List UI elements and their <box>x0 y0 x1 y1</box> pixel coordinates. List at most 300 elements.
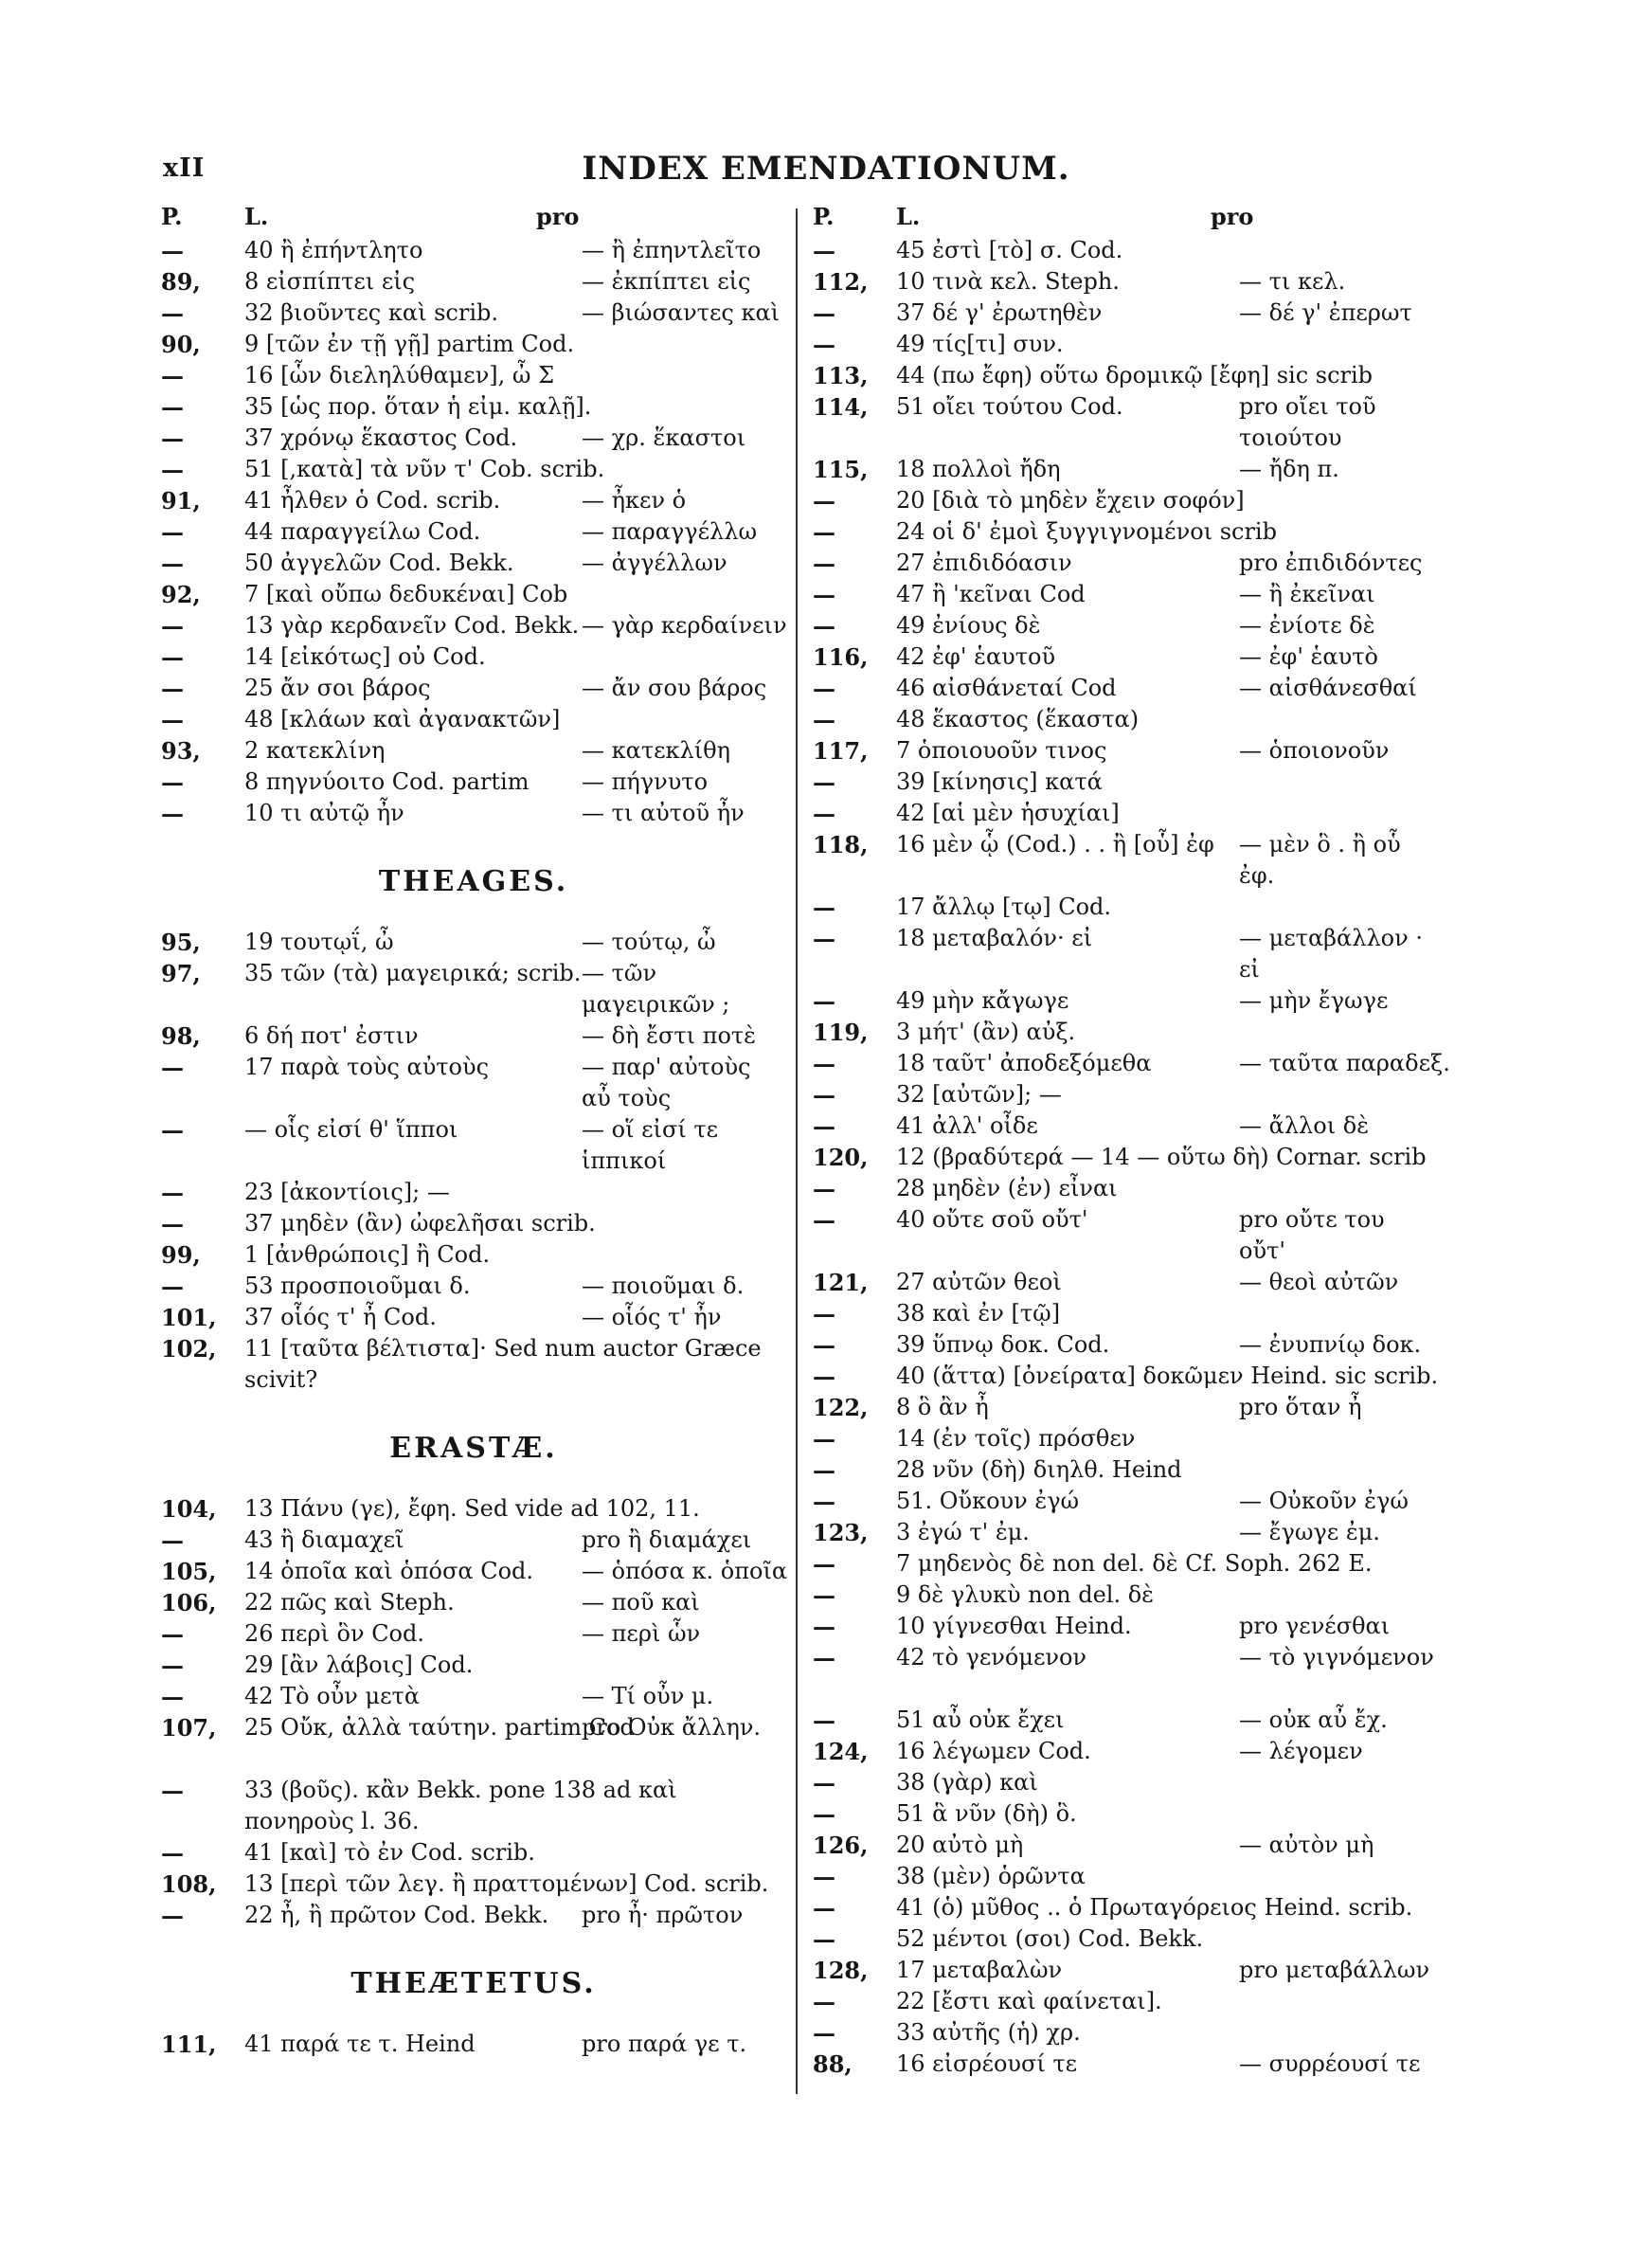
index-entry <box>813 2049 1457 2080</box>
entry-text: 41 ἦλθεν ὁ Cod. scrib. <box>244 487 501 514</box>
entry-page: 117, <box>813 737 869 765</box>
entry-page: — <box>813 1613 835 1640</box>
entry-page: 92, <box>161 581 201 608</box>
entry-correction: — τι αὐτοῦ ἦν <box>582 800 745 826</box>
entry-text: 11 [ταῦτα βέλτιστα]· Sed num auctor Græce scivit? <box>244 1335 762 1393</box>
entry-correction: — ποῦ καὶ <box>582 1589 700 1616</box>
index-entry <box>813 641 1457 673</box>
index-entry <box>161 2029 786 2060</box>
entry-correction: — αὐτὸν μὴ <box>1239 1832 1374 1858</box>
index-entry <box>161 1271 786 1302</box>
entry-page: — <box>161 1620 184 1648</box>
entry-correction: — ἢ ἐκεῖναι <box>1239 581 1375 607</box>
entry-page: 120, <box>813 1144 869 1171</box>
index-entry <box>161 579 786 610</box>
entry-correction: — θεοὶ αὐτῶν <box>1239 1269 1399 1295</box>
entry-page: — <box>161 1054 184 1081</box>
entry-page: — <box>813 1081 835 1109</box>
index-entry <box>161 1556 786 1587</box>
index-entry <box>161 391 786 423</box>
entry-correction: — μὲν ὃ . ἢ οὗ ἐφ. <box>1239 831 1401 889</box>
col-label-p: P. <box>813 203 835 230</box>
entry-correction: — πήγνυτο <box>582 768 709 795</box>
entry-text: 37 χρόνῳ ἕκαστος Cod. <box>244 424 518 451</box>
entry-page: — <box>813 768 835 796</box>
entry-correction: — ἀγγέλλων <box>582 550 727 576</box>
index-entry <box>813 735 1457 767</box>
entry-page: 123, <box>813 1519 869 1546</box>
entry-page: — <box>813 1706 835 1734</box>
entry-page: — <box>813 1581 835 1609</box>
index-entry <box>813 454 1457 485</box>
entry-text: 51 [,κατὰ] τὰ νῦν τ' Cob. scrib. <box>244 456 605 482</box>
entry-text: 7 μηδενὸς δὲ non del. δὲ Cf. Soph. 262 E. <box>896 1550 1373 1577</box>
entry-text: 7 [καὶ οὔπω δεδυκέναι] Cob <box>244 581 568 607</box>
index-entry <box>813 548 1457 579</box>
entry-correction: — γὰρ κερδαίνειν <box>582 612 787 639</box>
index-entry <box>813 892 1457 923</box>
entry-page: — <box>161 1652 184 1679</box>
index-entry <box>813 1423 1457 1454</box>
index-entry <box>813 1517 1457 1548</box>
index-entry <box>161 485 786 516</box>
entry-text: 23 [ἀκοντίοις]; — <box>244 1179 450 1205</box>
entry-page: 104, <box>161 1495 217 1523</box>
entry-text: 25 Οὔκ, ἀλλὰ ταύτην. partim Cod <box>244 1714 635 1741</box>
index-entry <box>161 798 786 829</box>
entry-text: 22 [ἔστι καὶ φαίνεται]. <box>896 1988 1162 2014</box>
index-entry <box>813 516 1457 548</box>
entry-text: 10 τινὰ κελ. Steph. <box>896 268 1120 295</box>
entry-text: 18 ταῦτ' ἀποδεξόμεθα <box>896 1050 1152 1076</box>
index-entry <box>813 329 1457 360</box>
entry-text: 52 μέντοι (σοι) Cod. Bekk. <box>896 1925 1204 1952</box>
entry-text: 14 [εἰκότως] οὐ Cod. <box>244 643 486 670</box>
entry-correction: — Οὐκοῦν ἐγώ <box>1239 1488 1409 1514</box>
left-column <box>161 203 786 2098</box>
entry-correction: — ἦκεν ὁ <box>582 487 687 514</box>
index-entry <box>161 1052 786 1114</box>
entry-page: — <box>813 987 835 1015</box>
entry-correction: pro ἐπιδιδόντες <box>1239 550 1423 576</box>
entry-correction: — χρ. ἕκαστοι <box>582 424 746 451</box>
entry-page: 126, <box>813 1832 869 1859</box>
entry-page: — <box>161 456 184 483</box>
index-entry <box>813 1642 1457 1705</box>
entry-correction: — τὸ γιγνόμενον <box>1239 1644 1434 1670</box>
entry-page: 119, <box>813 1019 869 1046</box>
index-entry <box>161 516 786 548</box>
entry-correction: — ἐνυπνίῳ δοκ. <box>1239 1331 1422 1358</box>
entry-correction: — δὴ ἔστι ποτὲ <box>582 1022 757 1049</box>
entry-text: 9 δὲ γλυκὺ non del. δὲ <box>896 1581 1155 1608</box>
section-title: THEAGES. <box>378 865 569 898</box>
entry-text: 32 βιοῦντες καὶ scrib. <box>244 299 499 326</box>
index-entry <box>813 1923 1457 1955</box>
entry-page: — <box>161 299 184 327</box>
entry-correction: — ποιοῦμαι δ. <box>582 1273 745 1299</box>
entry-page: — <box>813 675 835 702</box>
index-entry <box>813 1798 1457 1830</box>
index-entry <box>161 1302 786 1333</box>
entry-page: — <box>161 1839 184 1867</box>
entry-correction: — ἐνίοτε δὲ <box>1239 612 1375 639</box>
entry-text: 28 μηδὲν (ἐν) εἶναι <box>896 1175 1118 1201</box>
entry-correction: — ἄν σου βάρος <box>582 675 767 701</box>
entry-text: 1 [ἀνθρώποις] ἢ Cod. <box>244 1241 491 1268</box>
index-entry <box>813 1267 1457 1298</box>
entry-text: 37 μηδὲν (ἂν) ὠφελῆσαι scrib. <box>244 1210 596 1237</box>
entry-page: — <box>813 800 835 827</box>
entry-page: — <box>813 1456 835 1484</box>
entry-page: — <box>161 1273 184 1300</box>
index-entry <box>813 1955 1457 1986</box>
entry-text: 14 ὁποῖα καὶ ὁπόσα Cod. <box>244 1558 534 1584</box>
entry-page: — <box>813 1769 835 1797</box>
entry-text: 42 Τὸ οὖν μετὰ <box>244 1683 421 1709</box>
entry-page: — <box>813 550 835 577</box>
entry-page: — <box>813 706 835 733</box>
entry-text: 16 μὲν ᾧ (Cod.) . . ἢ [οὗ] ἐφ <box>896 831 1214 858</box>
entry-page: 101, <box>161 1304 217 1331</box>
entry-text: 41 (ὁ) μῦθος .. ὁ Πρωταγόρειος Heind. scrib. <box>896 1894 1413 1921</box>
entry-text: 27 ἐπιδιδόασιν <box>896 550 1072 576</box>
index-entry <box>161 1114 786 1177</box>
index-entry <box>813 923 1457 985</box>
entry-page: — <box>813 894 835 921</box>
index-entry <box>161 1775 786 1837</box>
entry-page: — <box>813 1863 835 1890</box>
entry-page: — <box>161 612 184 640</box>
entry-text: 9 [τῶν ἐν τῇ γῇ] partim Cod. <box>244 331 575 357</box>
entry-page: — <box>161 1526 184 1554</box>
entry-page: 105, <box>161 1558 217 1585</box>
entry-correction: — ἄλλοι δὲ <box>1239 1112 1370 1139</box>
entry-correction: — ἔγωγε ἐμ. <box>1239 1519 1380 1545</box>
entry-page: — <box>161 800 184 827</box>
entry-text: 20 [διὰ τὸ μηδὲν ἔχειν σοφόν] <box>896 487 1245 514</box>
entry-page: — <box>813 1300 835 1327</box>
index-entry <box>813 985 1457 1017</box>
col-label-p: P. <box>161 203 183 230</box>
entry-text: 35 τῶν (τὰ) μαγειρικά; scrib. <box>244 960 582 986</box>
index-entry <box>161 1333 786 1396</box>
entry-page: — <box>813 1644 835 1671</box>
index-entry <box>813 1986 1457 2017</box>
entry-page: 111, <box>161 2031 217 2058</box>
entry-page: — <box>161 1902 184 1929</box>
index-entry <box>813 610 1457 641</box>
section-title: THEÆTETUS. <box>350 1967 597 2000</box>
entry-text: 16 [ὧν διεληλύθαμεν], ὦ Σ <box>244 362 555 388</box>
entry-text: 3 μήτ' (ἂν) αὐξ. <box>896 1019 1076 1045</box>
index-entry <box>161 927 786 958</box>
index-entry <box>813 1705 1457 1736</box>
index-entry <box>813 2017 1457 2049</box>
entry-page: 118, <box>813 831 869 858</box>
col-label-pro: pro <box>1211 203 1254 230</box>
entry-text: 13 γὰρ κερδανεῖν Cod. Bekk. <box>244 612 580 639</box>
index-entry <box>813 1204 1457 1267</box>
entry-page: 97, <box>161 960 201 987</box>
entry-page: — <box>161 237 184 264</box>
entry-text: 14 (ἐν τοῖς) πρόσθεν <box>896 1425 1136 1452</box>
entry-page: — <box>813 1925 835 1953</box>
entry-page: — <box>161 1683 184 1710</box>
index-entry <box>161 235 786 266</box>
entry-text: 48 [κλάων καὶ ἀγανακτῶν] <box>244 706 561 732</box>
entry-page: — <box>813 2019 835 2047</box>
entry-text: 44 (πω ἔφη) οὕτω δρομικῷ [ἔφη] sic scrib <box>896 362 1374 388</box>
col-label-pro: pro <box>536 203 580 230</box>
entry-page: 95, <box>161 929 201 956</box>
entry-page: — <box>813 1112 835 1140</box>
entry-text: 18 πολλοὶ ἤδη <box>896 456 1061 482</box>
entry-text: 22 πῶς καὶ Steph. <box>244 1589 455 1616</box>
entry-page: 88, <box>813 2050 853 2078</box>
entry-text: 17 παρὰ τοὺς αὐτοὺς <box>244 1054 490 1080</box>
entry-text: 50 ἀγγελῶν Cod. Bekk. <box>244 550 514 576</box>
entry-text: 12 (βραδύτερά — 14 — οὕτω δὴ) Cornar. scrib <box>896 1144 1427 1170</box>
index-entry <box>813 1611 1457 1642</box>
entry-page: — <box>813 487 835 515</box>
index-entry <box>161 266 786 298</box>
entry-text: 49 τίς[τι] συν. <box>896 331 1064 357</box>
index-entry <box>161 1618 786 1650</box>
entry-page: 112, <box>813 268 869 296</box>
section-title: ERASTÆ. <box>389 1432 558 1465</box>
entry-correction: — περὶ ὧν <box>582 1620 701 1647</box>
entry-correction: — συρρέουσί τε <box>1239 2050 1421 2077</box>
entry-page: — <box>813 237 835 264</box>
index-entry <box>813 1392 1457 1423</box>
column-header <box>813 203 1457 235</box>
index-entry <box>161 641 786 673</box>
entry-page: — <box>161 518 184 546</box>
index-entry <box>161 1020 786 1052</box>
entry-page: — <box>813 925 835 952</box>
entry-text: 37 οἷός τ' ἦ Cod. <box>244 1304 437 1330</box>
index-entry <box>813 1767 1457 1798</box>
entry-page: — <box>813 1331 835 1359</box>
entry-page: — <box>161 1210 184 1237</box>
entry-text: 37 δέ γ' ἐρωτηθὲν <box>896 299 1103 326</box>
index-entry <box>813 360 1457 391</box>
entry-page: — <box>813 1425 835 1453</box>
entry-page: — <box>161 675 184 702</box>
index-entry <box>813 235 1457 266</box>
index-entry <box>813 1830 1457 1861</box>
index-entry <box>161 1493 786 1525</box>
index-entry <box>161 1869 786 1900</box>
entry-page: — <box>813 1488 835 1515</box>
entry-text: 38 καὶ ἐν [τῷ] <box>896 1300 1061 1327</box>
index-entry <box>161 1712 786 1775</box>
entry-page: — <box>813 1363 835 1390</box>
index-entry <box>813 1892 1457 1923</box>
entry-correction: — ἢ ἐπηντλεῖτο <box>582 237 762 263</box>
index-entry <box>161 1177 786 1208</box>
entry-page: 106, <box>161 1589 217 1616</box>
entry-text: 51 αὖ οὐκ ἔχει <box>896 1706 1065 1733</box>
entry-page: 93, <box>161 737 201 765</box>
col-label-l: L. <box>244 203 269 230</box>
index-entry <box>813 298 1457 329</box>
entry-page: 114, <box>813 393 869 421</box>
index-entry <box>813 1110 1457 1142</box>
entry-text: 20 αὐτὸ μὴ <box>896 1832 1024 1858</box>
entry-text: 45 ἐστὶ [τὸ] σ. Cod. <box>896 237 1123 263</box>
entry-text: 40 οὔτε σοῦ οὔτ' <box>896 1206 1088 1233</box>
entry-page: 128, <box>813 1957 869 1984</box>
entry-correction: — τούτῳ, ὦ <box>582 929 716 955</box>
entry-page: — <box>161 1777 184 1804</box>
entry-text: 38 (μὲν) ὁρῶντα <box>896 1863 1086 1889</box>
entry-text: 19 τουτῳΐ, ὦ <box>244 929 394 955</box>
entry-text: 13 [περὶ τῶν λεγ. ἢ πραττομένων] Cod. scrib. <box>244 1870 769 1897</box>
index-entry <box>813 1736 1457 1767</box>
index-entry <box>813 767 1457 798</box>
entry-page: — <box>813 1175 835 1202</box>
index-entry <box>813 798 1457 829</box>
index-entry <box>161 360 786 391</box>
entry-page: 98, <box>161 1022 201 1050</box>
index-entry <box>161 298 786 329</box>
entry-page: 115, <box>813 456 869 483</box>
entry-text: 24 οἱ δ' ἐμοὶ ξυγγιγνομένοι scrib <box>896 518 1277 545</box>
index-entry <box>813 1580 1457 1611</box>
entry-page: 124, <box>813 1738 869 1765</box>
index-entry <box>161 958 786 1020</box>
entry-correction: pro παρά γε τ. <box>582 2031 747 2057</box>
entry-text: 44 παραγγείλω Cod. <box>244 518 481 545</box>
entry-page: 122, <box>813 1394 869 1421</box>
entry-text: 7 ὁποιουοῦν τινος <box>896 737 1107 764</box>
entry-text: 28 νῦν (δὴ) διηλθ. Heind <box>896 1456 1182 1483</box>
index-entry <box>813 266 1457 298</box>
index-entry <box>161 1587 786 1618</box>
index-entry <box>161 1650 786 1681</box>
entry-text: 22 ἦ, ἢ πρῶτον Cod. Bekk. <box>244 1902 549 1928</box>
entry-correction: — ὁπόσα κ. ὁποῖα <box>582 1558 788 1584</box>
entry-page: 108, <box>161 1870 217 1898</box>
entry-text: 10 γίγνεσθαι Heind. <box>896 1613 1132 1639</box>
entry-page: 89, <box>161 268 201 296</box>
entry-correction: — δέ γ' ἐπερωτ <box>1239 299 1412 326</box>
entry-correction: — οἷός τ' ἦν <box>582 1304 722 1330</box>
index-entry <box>813 1329 1457 1361</box>
entry-text: 53 προσποιοῦμαι δ. <box>244 1273 471 1299</box>
entry-page: 107, <box>161 1714 217 1742</box>
entry-text: 8 πηγνύοιτο Cod. partim <box>244 768 530 795</box>
index-entry <box>813 1173 1457 1204</box>
entry-correction: pro Οὐκ ἄλλην. <box>582 1714 762 1741</box>
entry-text: 16 εἰσρέουσί τε <box>896 2050 1078 2077</box>
entry-correction: pro ἦ· πρῶτον <box>582 1902 744 1928</box>
entry-text: 18 μεταβαλόν· εἰ <box>896 925 1093 951</box>
index-entry <box>161 1900 786 1931</box>
index-entry <box>813 1361 1457 1392</box>
entry-text: 25 ἄν σοι βάρος <box>244 675 431 701</box>
entry-page: — <box>161 643 184 671</box>
entry-text: — οἷς εἰσί θ' ἵπποι <box>244 1116 458 1143</box>
entry-text: 42 [αἱ μὲν ἡσυχίαι] <box>896 800 1120 826</box>
entry-correction: pro οἴει τοῦ τοιούτου <box>1239 393 1376 451</box>
index-entry <box>161 548 786 579</box>
entry-text: 3 ἐγώ τ' ἐμ. <box>896 1519 1030 1545</box>
entry-text: 35 [ὡς πορ. ὅταν ἡ εἰμ. καλῇ]. <box>244 393 592 420</box>
entry-page: 90, <box>161 331 201 358</box>
index-entry <box>813 1454 1457 1486</box>
entry-page: — <box>161 1116 184 1144</box>
entry-page: — <box>161 362 184 389</box>
entry-correction: — βιώσαντες καὶ <box>582 299 781 326</box>
index-entry <box>813 391 1457 454</box>
entry-text: 17 ἄλλῳ [τῳ] Cod. <box>896 894 1112 920</box>
column-header <box>161 203 786 235</box>
entry-page: 116, <box>813 643 869 671</box>
column-divider <box>796 208 798 2094</box>
entry-text: 38 (γὰρ) καὶ <box>896 1769 1038 1796</box>
index-entry <box>161 673 786 704</box>
entry-correction: — ἐφ' ἑαυτὸ <box>1239 643 1378 670</box>
entry-correction: — οἵ εἰσί τε ἱππικοί <box>582 1116 719 1174</box>
page-number: xII <box>163 153 206 183</box>
entry-page: 91, <box>161 487 201 515</box>
entry-text: 39 ὕπνῳ δοκ. Cod. <box>896 1331 1110 1358</box>
entry-text: 51 οἴει τούτου Cod. <box>896 393 1123 420</box>
index-entry <box>813 1048 1457 1079</box>
entry-text: 26 περὶ ὃν Cod. <box>244 1620 424 1647</box>
index-entry <box>161 1208 786 1239</box>
entry-text: 49 ἐνίους δὲ <box>896 612 1041 639</box>
index-entry <box>161 1239 786 1271</box>
entry-page: — <box>813 581 835 608</box>
entry-text: 10 τι αὐτῷ ἦν <box>244 800 404 826</box>
index-entry <box>813 1486 1457 1517</box>
entry-text: 2 κατεκλίνη <box>244 737 386 764</box>
entry-text: 6 δή ποτ' ἐστιν <box>244 1022 419 1049</box>
entry-text: 27 αὐτῶν θεοὶ <box>896 1269 1062 1295</box>
entry-text: 49 μὴν κἄγωγε <box>896 987 1069 1014</box>
index-entry <box>813 1017 1457 1048</box>
index-entry <box>813 673 1457 704</box>
index-entry <box>161 610 786 641</box>
index-entry <box>813 1079 1457 1110</box>
index-entry <box>161 1837 786 1869</box>
entry-correction: — ἐκπίπτει εἰς <box>582 268 751 295</box>
entry-text: 8 ὃ ἂν ἦ <box>896 1394 989 1420</box>
running-title: INDEX EMENDATIONUM. <box>582 150 1070 188</box>
right-column <box>813 203 1457 2098</box>
entry-text: 8 εἰσπίπτει εἰς <box>244 268 416 295</box>
entry-page: 113, <box>813 362 869 389</box>
entry-correction: — ἤδη π. <box>1239 456 1339 482</box>
index-entry <box>813 1142 1457 1173</box>
entry-correction: — ταῦτα παραδεξ. <box>1239 1050 1450 1076</box>
entry-page: — <box>813 1894 835 1922</box>
index-entry <box>813 704 1457 735</box>
entry-correction: — κατεκλίθη <box>582 737 730 764</box>
entry-correction: pro ἢ διαμάχει <box>582 1526 752 1553</box>
entry-text: 42 ἐφ' ἑαυτοῦ <box>896 643 1056 670</box>
entry-text: 47 ἢ 'κεῖναι Cod <box>896 581 1086 607</box>
entry-correction: pro οὔτε του οὔτ' <box>1239 1206 1385 1264</box>
index-entry <box>161 1525 786 1556</box>
entry-page: — <box>161 424 184 452</box>
entry-text: 39 [κίνησις] κατά <box>896 768 1103 795</box>
entry-text: 33 (βοῦς). κἂν Bekk. pone 138 ad καὶ πονηροὺς l. 36. <box>244 1777 677 1834</box>
